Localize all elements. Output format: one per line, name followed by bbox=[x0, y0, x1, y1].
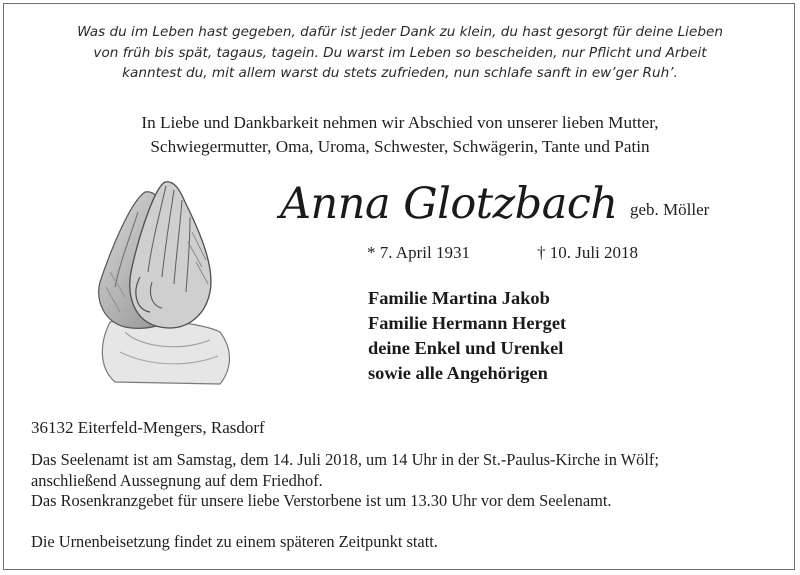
birth-name: geb. Möller bbox=[630, 200, 710, 219]
praying-hands-icon bbox=[70, 172, 245, 387]
mourners-list bbox=[368, 286, 778, 386]
mourner-line: sowie alle Angehörigen bbox=[368, 363, 548, 383]
urn-note: Die Urnenbeisetzung findet zu einem späteren Zeitpunkt statt. bbox=[31, 532, 438, 551]
mourner-line: deine Enkel und Urenkel bbox=[368, 338, 564, 358]
death-date: † 10. Juli 2018 bbox=[537, 243, 639, 262]
intro-text bbox=[20, 111, 780, 159]
intro-line: In Liebe und Dankbarkeit nehmen wir Abschied von unserer lieben Mutter, bbox=[141, 113, 659, 132]
poem-line: Was du im Leben hast gegeben, dafür ist jeder Dank zu klein, du hast gesorgt für deine Lieben bbox=[77, 24, 723, 40]
mourner-line: Familie Martina Jakob bbox=[368, 288, 550, 308]
poem bbox=[20, 22, 780, 84]
mourner-line: Familie Hermann Herget bbox=[368, 313, 567, 333]
poem-line: kanntest du, mit allem warst du stets zufrieden, nun schlafe sanft in ew’ger Ruh’. bbox=[122, 65, 678, 81]
poem-line: von früh bis spät, tagaus, tagein. Du warst im Leben so bescheiden, nur Pflicht und Arbeit bbox=[93, 44, 707, 61]
place-line: 36132 Eiterfeld-Mengers, Rasdorf bbox=[31, 418, 265, 437]
deceased-name-row bbox=[280, 178, 780, 238]
service-detail-line: Das Seelenamt ist am Samstag, dem 14. Juli 2018, um 14 Uhr in der St.-Paulus-Kirche in Wölf; bbox=[31, 450, 659, 469]
service-detail-line: anschließend Aussegnung auf dem Friedhof. bbox=[31, 470, 323, 490]
service-details bbox=[31, 450, 791, 512]
service-detail-line: Das Rosenkranzgebet für unsere liebe Verstorbene ist um 13.30 Uhr vor dem Seelenamt. bbox=[31, 491, 612, 510]
birth-date: * 7. April 1931 bbox=[367, 243, 470, 262]
intro-line: Schwiegermutter, Oma, Uroma, Schwester, Schwägerin, Tante und Patin bbox=[150, 137, 650, 156]
deceased-name: Anna Glotzbach bbox=[280, 179, 618, 229]
